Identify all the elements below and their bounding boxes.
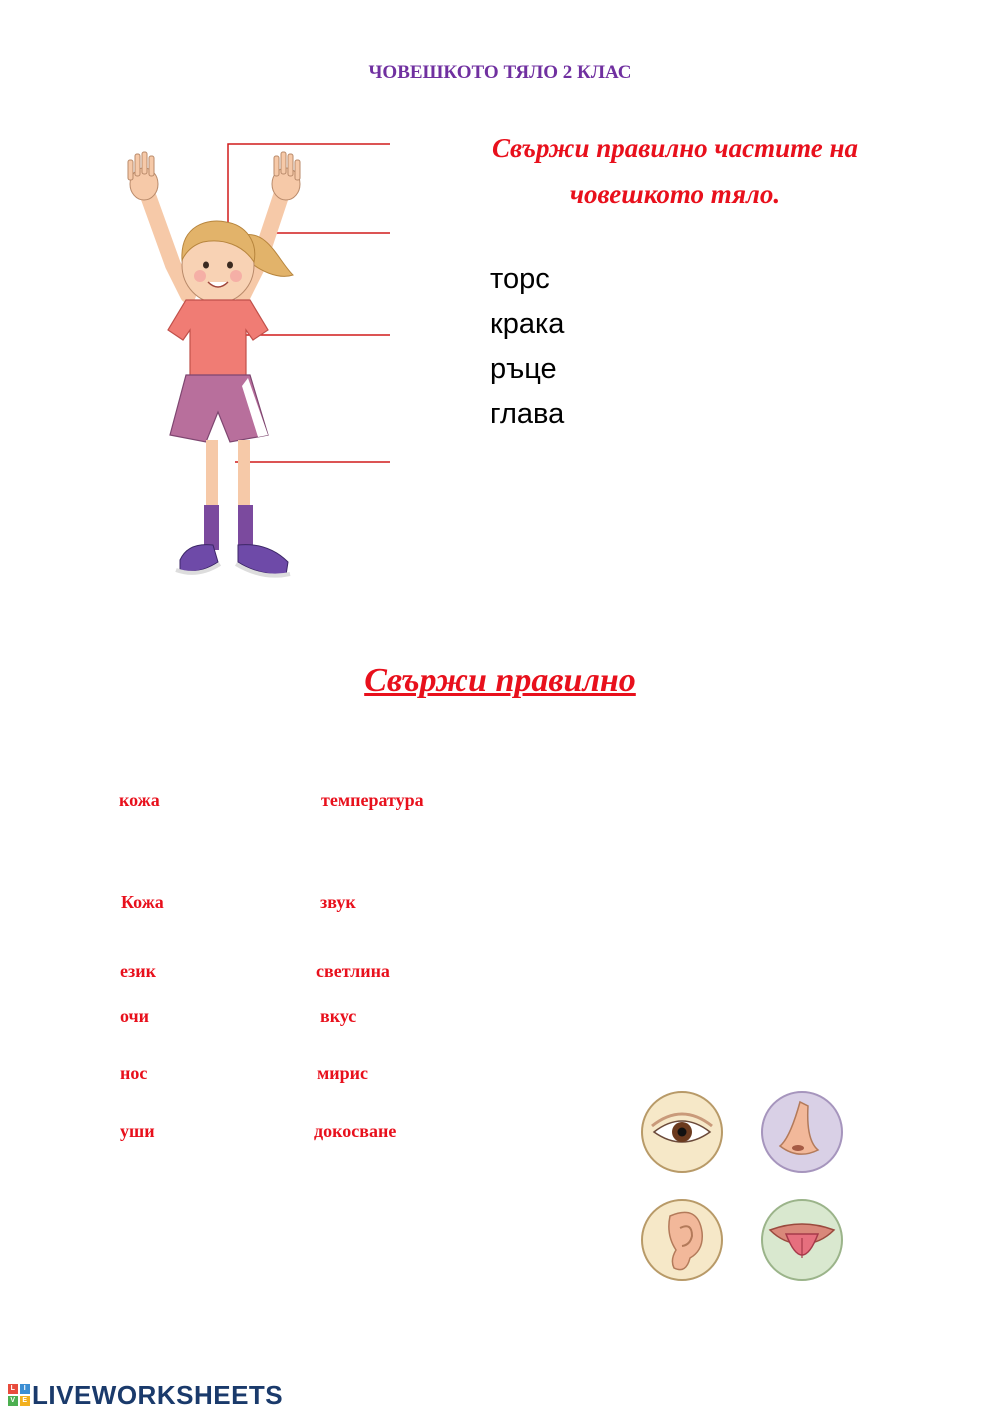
nose-icon (762, 1092, 842, 1172)
match-right-word[interactable]: звук (320, 892, 356, 912)
word-item[interactable]: торс (490, 263, 550, 295)
match-right-word[interactable]: докосване (314, 1121, 397, 1141)
match-right-word[interactable]: светлина (316, 961, 390, 981)
match-right-word[interactable]: температура (321, 790, 424, 810)
instruction-line-1: Свържи правилно частите на (492, 133, 858, 163)
match-left-word[interactable]: кожа (119, 790, 160, 810)
right-hand (272, 152, 300, 200)
match-right-word[interactable]: мирис (317, 1063, 369, 1083)
word-item[interactable]: глава (490, 398, 565, 430)
match-left-word[interactable]: език (120, 961, 156, 981)
match-left-word[interactable]: нос (120, 1063, 148, 1083)
match-left-word[interactable]: уши (120, 1121, 155, 1141)
word-item[interactable]: ръце (490, 353, 557, 385)
match-left-word[interactable]: очи (120, 1006, 150, 1026)
senses-images (630, 1080, 870, 1300)
liveworksheets-logo (8, 1380, 283, 1410)
logo-text: LIVEWORKSHEETS (32, 1379, 284, 1410)
instruction-body-parts (440, 125, 910, 217)
word-item[interactable]: крака (490, 308, 565, 340)
match-left-word[interactable]: Кожа (121, 892, 164, 912)
match-heading: Свържи правилно (364, 662, 636, 699)
page-title: ЧОВЕШКОТО ТЯЛО 2 КЛАС (368, 62, 632, 83)
tongue-icon (762, 1200, 842, 1280)
eye-icon (642, 1092, 722, 1172)
girl-illustration (118, 150, 318, 590)
match-right-word[interactable]: вкус (320, 1006, 357, 1026)
ear-icon (642, 1200, 722, 1280)
left-hand (128, 152, 158, 200)
instruction-line-2: човешкото тяло. (569, 179, 781, 209)
logo-blocks-icon: L I V E (8, 1384, 30, 1406)
